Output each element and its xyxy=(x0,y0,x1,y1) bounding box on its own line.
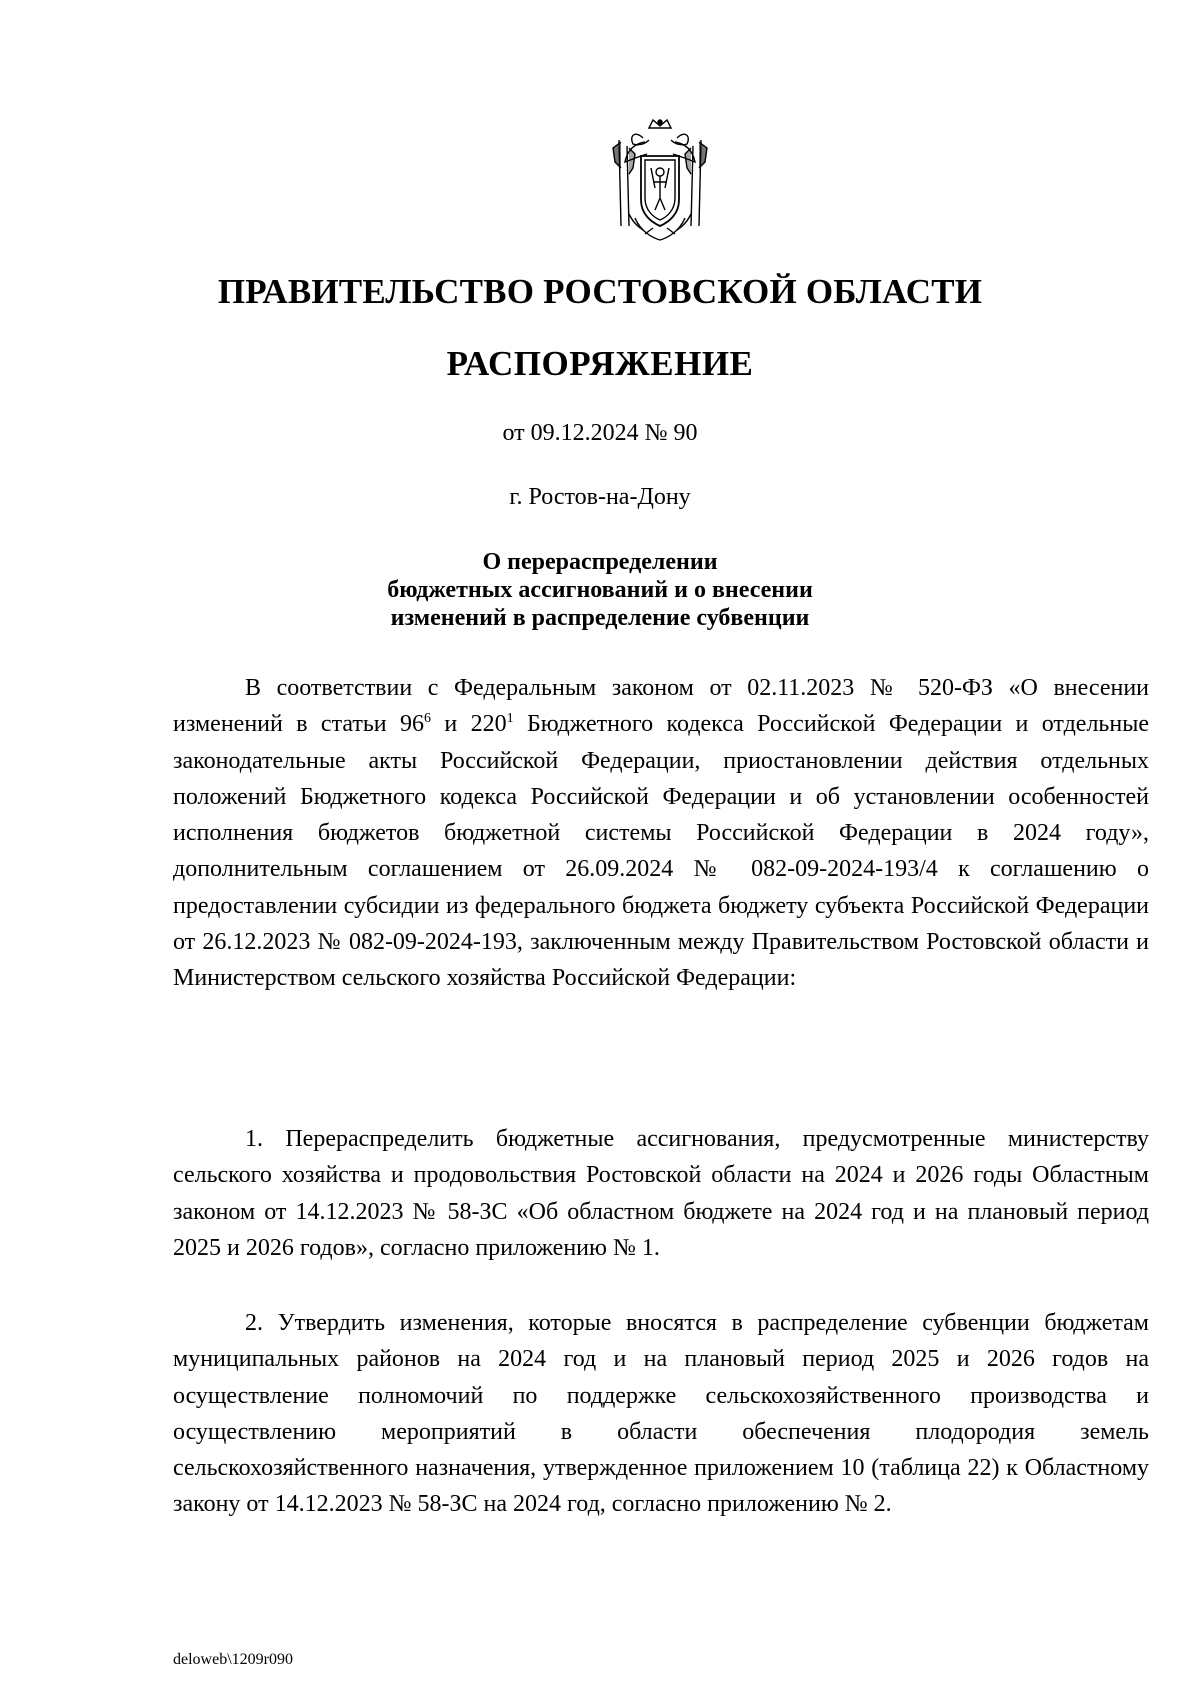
superscript: 6 xyxy=(424,711,432,727)
preamble-text: Бюджетного кодекса Российской Федерации и отдельные законодательные акты Российской Федерации, приостановлении действия отдельных положений Бюджетного кодекса Российской Федерации и об установлении особенностей исполнения бюджетов бюджетной системы Российской Федерации в 2024 году», дополнительным соглашением от 26.09.2024 № 082-09-2024-193/4 к соглашению о предоставлении субсидии из федерального бюджета бюджету субъекта Российской Федерации от 26.12.2023 № 082-09-2024-193, заключенным между Правительством Ростовской области и Министерством сельского хозяйства Российской Федерации: xyxy=(173,711,1149,992)
subject-line: изменений в распределение субвенции xyxy=(390,605,810,631)
order-item-text: 2. Утвердить изменения, которые вносятся в распределение субвенции бюджетам муниципальных районов на 2024 год и на плановый период 2025 и 2026 годов на осуществление полномочий по поддержке сельскохозяйственного производства и осуществлению мероприятий в области обеспечения плодородия земель сельскохозяйственного назначения, утвержденное приложением 10 (таблица 22) к Областному закону от 14.12.2023 № 58-ЗС на 2024 год, согласно приложению № 2. xyxy=(173,1310,1149,1518)
preamble-paragraph xyxy=(173,670,1149,997)
superscript: 1 xyxy=(506,711,514,727)
organization-title: ПРАВИТЕЛЬСТВО РОСТОВСКОЙ ОБЛАСТИ xyxy=(217,272,983,311)
document-place: г. Ростов-на-Дону xyxy=(509,484,691,510)
order-item-1 xyxy=(173,1121,1149,1266)
preamble-text: и 220 xyxy=(431,711,507,738)
preamble-text: В соответствии с Федеральным законом от 02.11.2023 № 520-ФЗ «О внесении изменений в статьи 96 xyxy=(173,675,1149,738)
document-type: РАСПОРЯЖЕНИЕ xyxy=(446,344,754,383)
subject-line: бюджетных ассигнований и о внесении xyxy=(387,577,813,603)
rostov-oblast-coat-of-arms-icon xyxy=(605,118,715,244)
subject-line: О перераспределении xyxy=(482,549,718,575)
footer-file-code: deloweb\1209r090 xyxy=(173,1651,293,1668)
document-number-date: от 09.12.2024 № 90 xyxy=(502,420,698,446)
document-subject xyxy=(0,548,1200,632)
order-item-2 xyxy=(173,1305,1149,1523)
order-item-text: 1. Перераспределить бюджетные ассигнования, предусмотренные министерству сельского хозяйства и продовольствия Ростовской области на 2024 и 2026 годы Областным законом от 14.12.2023 № 58-ЗС «Об областном бюджете на 2024 год и на плановый период 2025 и 2026 годов», согласно приложению № 1. xyxy=(173,1126,1149,1261)
